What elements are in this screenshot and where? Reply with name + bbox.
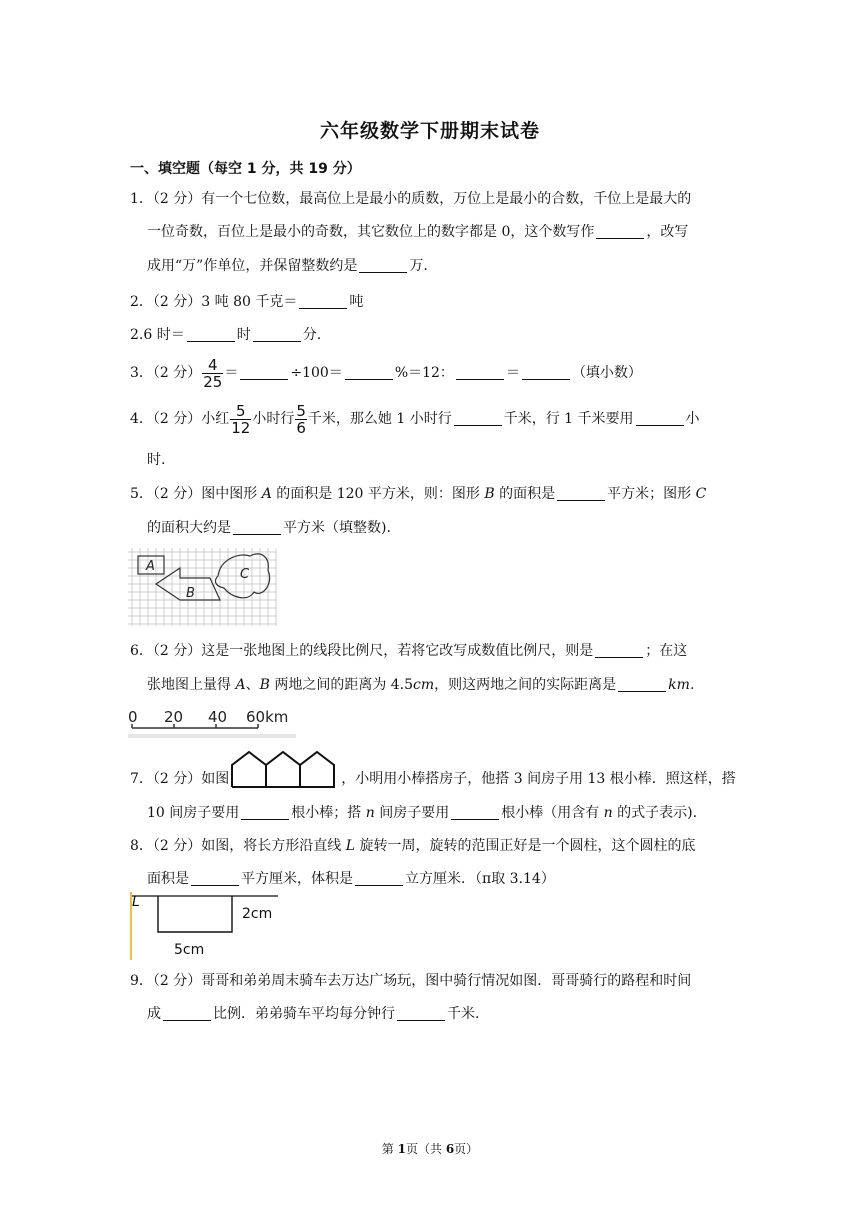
q1-line2: 一位奇数，百位上是最小的奇数，其它数位上的数字都是 0，这个数写作 ，改写	[147, 224, 689, 240]
q5-line1: 5．（2 分）图中图形 A 的面积是 120 平方米，则：图形 B 的面积是 平方米；图形 C	[130, 486, 707, 502]
answer-blank[interactable]	[522, 365, 570, 380]
q6-line2: 张地图上量得 A、B 两地之间的距离为 4.5cm，则这两地之间的实际距离是 km.	[147, 677, 695, 693]
answer-blank[interactable]	[355, 871, 403, 886]
fraction: $\frac{5}{6}$	[296, 401, 306, 437]
q4-line1: 4．（2 分）小红 $\frac{5}{12}$ 小时行 $\frac{5}{6}$ 千米，那么她 1 小时行 千米，行 1 千米要用 小	[130, 401, 700, 437]
answer-blank[interactable]	[345, 365, 393, 380]
tick-20: 20	[164, 708, 184, 726]
page-title: 六年级数学下册期末试卷	[319, 120, 540, 142]
q6-line1: 6．（2 分）这是一张地图上的线段比例尺，若将它改写成数值比例尺，则是 ；在这	[130, 643, 688, 659]
answer-blank[interactable]	[163, 1006, 211, 1021]
q8-line1: 8．（2 分）如图，将长方形沿直线 L 旋转一周，旋转的范围正好是一个圆柱，这个圆柱的底	[130, 838, 696, 854]
answer-blank[interactable]	[253, 327, 301, 342]
section-heading: 一、填空题（每空 1 分，共 19 分）	[130, 161, 361, 177]
answer-blank[interactable]	[595, 643, 643, 658]
q9-line2: 成 比例．弟弟骑车平均每分钟行 千米.	[147, 1006, 480, 1022]
tick-60km: 60km	[246, 708, 289, 726]
answer-blank[interactable]	[191, 871, 239, 886]
q5-line2: 的面积大约是 平方米（填整数).	[147, 520, 391, 536]
q8-line2: 面积是 平方厘米，体积是 立方厘米．（π取 3.14）	[147, 871, 555, 887]
answer-blank[interactable]	[596, 224, 644, 239]
page-footer: 第 1页（共 6页）	[381, 1142, 479, 1156]
q1-line3: 成用“万”作单位，并保留整数约是 万.	[147, 258, 428, 274]
answer-blank[interactable]	[241, 805, 289, 820]
label-a: A	[146, 559, 155, 574]
height-label: 2cm	[242, 906, 273, 922]
scale-bar-figure	[128, 706, 298, 738]
answer-blank[interactable]	[618, 677, 666, 692]
answer-blank[interactable]	[397, 1006, 445, 1021]
label-b: B	[186, 586, 195, 601]
answer-blank[interactable]	[451, 805, 499, 820]
fraction: $\frac{5}{12}$	[231, 401, 251, 437]
answer-blank[interactable]	[636, 411, 684, 426]
q2-line2: 2.6 时＝ 时 分.	[130, 327, 322, 343]
answer-blank[interactable]	[456, 365, 504, 380]
q1-line1: 1．（2 分）有一个七位数，最高位上是最小的质数，万位上是最小的合数，千位上是最大的	[130, 191, 692, 207]
q9-line1: 9．（2 分）哥哥和弟弟周末骑车去万达广场玩，图中骑行情况如图．哥哥骑行的路程和时间	[130, 973, 692, 989]
q4-line2: 时.	[147, 452, 166, 468]
axis-label-l: L	[132, 894, 140, 910]
q7-line1: 7．（2 分）如图 ，小明用小棒搭房子，他搭 3 间房子用 13 根小棒．照这样，搭	[130, 771, 736, 787]
answer-blank[interactable]	[240, 365, 288, 380]
answer-blank[interactable]	[233, 520, 281, 535]
tick-0: 0	[128, 708, 138, 726]
houses-figure	[230, 749, 342, 789]
rectangle-figure	[128, 892, 280, 960]
answer-blank[interactable]	[299, 294, 347, 309]
answer-blank[interactable]	[187, 327, 235, 342]
grid-figure	[128, 548, 278, 626]
tick-40: 40	[208, 708, 228, 726]
fraction: $\frac{4}{25}$	[203, 355, 223, 391]
q2-line1: 2．（2 分）3 吨 80 千克＝ 吨	[130, 294, 364, 310]
q3-line: 3．（2 分） $\frac{4}{25}$ ＝ ÷100＝ %＝12： ＝ （填小数）	[130, 355, 642, 391]
q7-line2: 10 间房子要用 根小棒；搭 n 间房子要用 根小棒（用含有 n 的式子表示).	[147, 805, 698, 821]
answer-blank[interactable]	[557, 486, 605, 501]
label-c: C	[240, 567, 250, 582]
width-label: 5cm	[174, 942, 205, 958]
answer-blank[interactable]	[359, 258, 407, 273]
answer-blank[interactable]	[454, 411, 502, 426]
